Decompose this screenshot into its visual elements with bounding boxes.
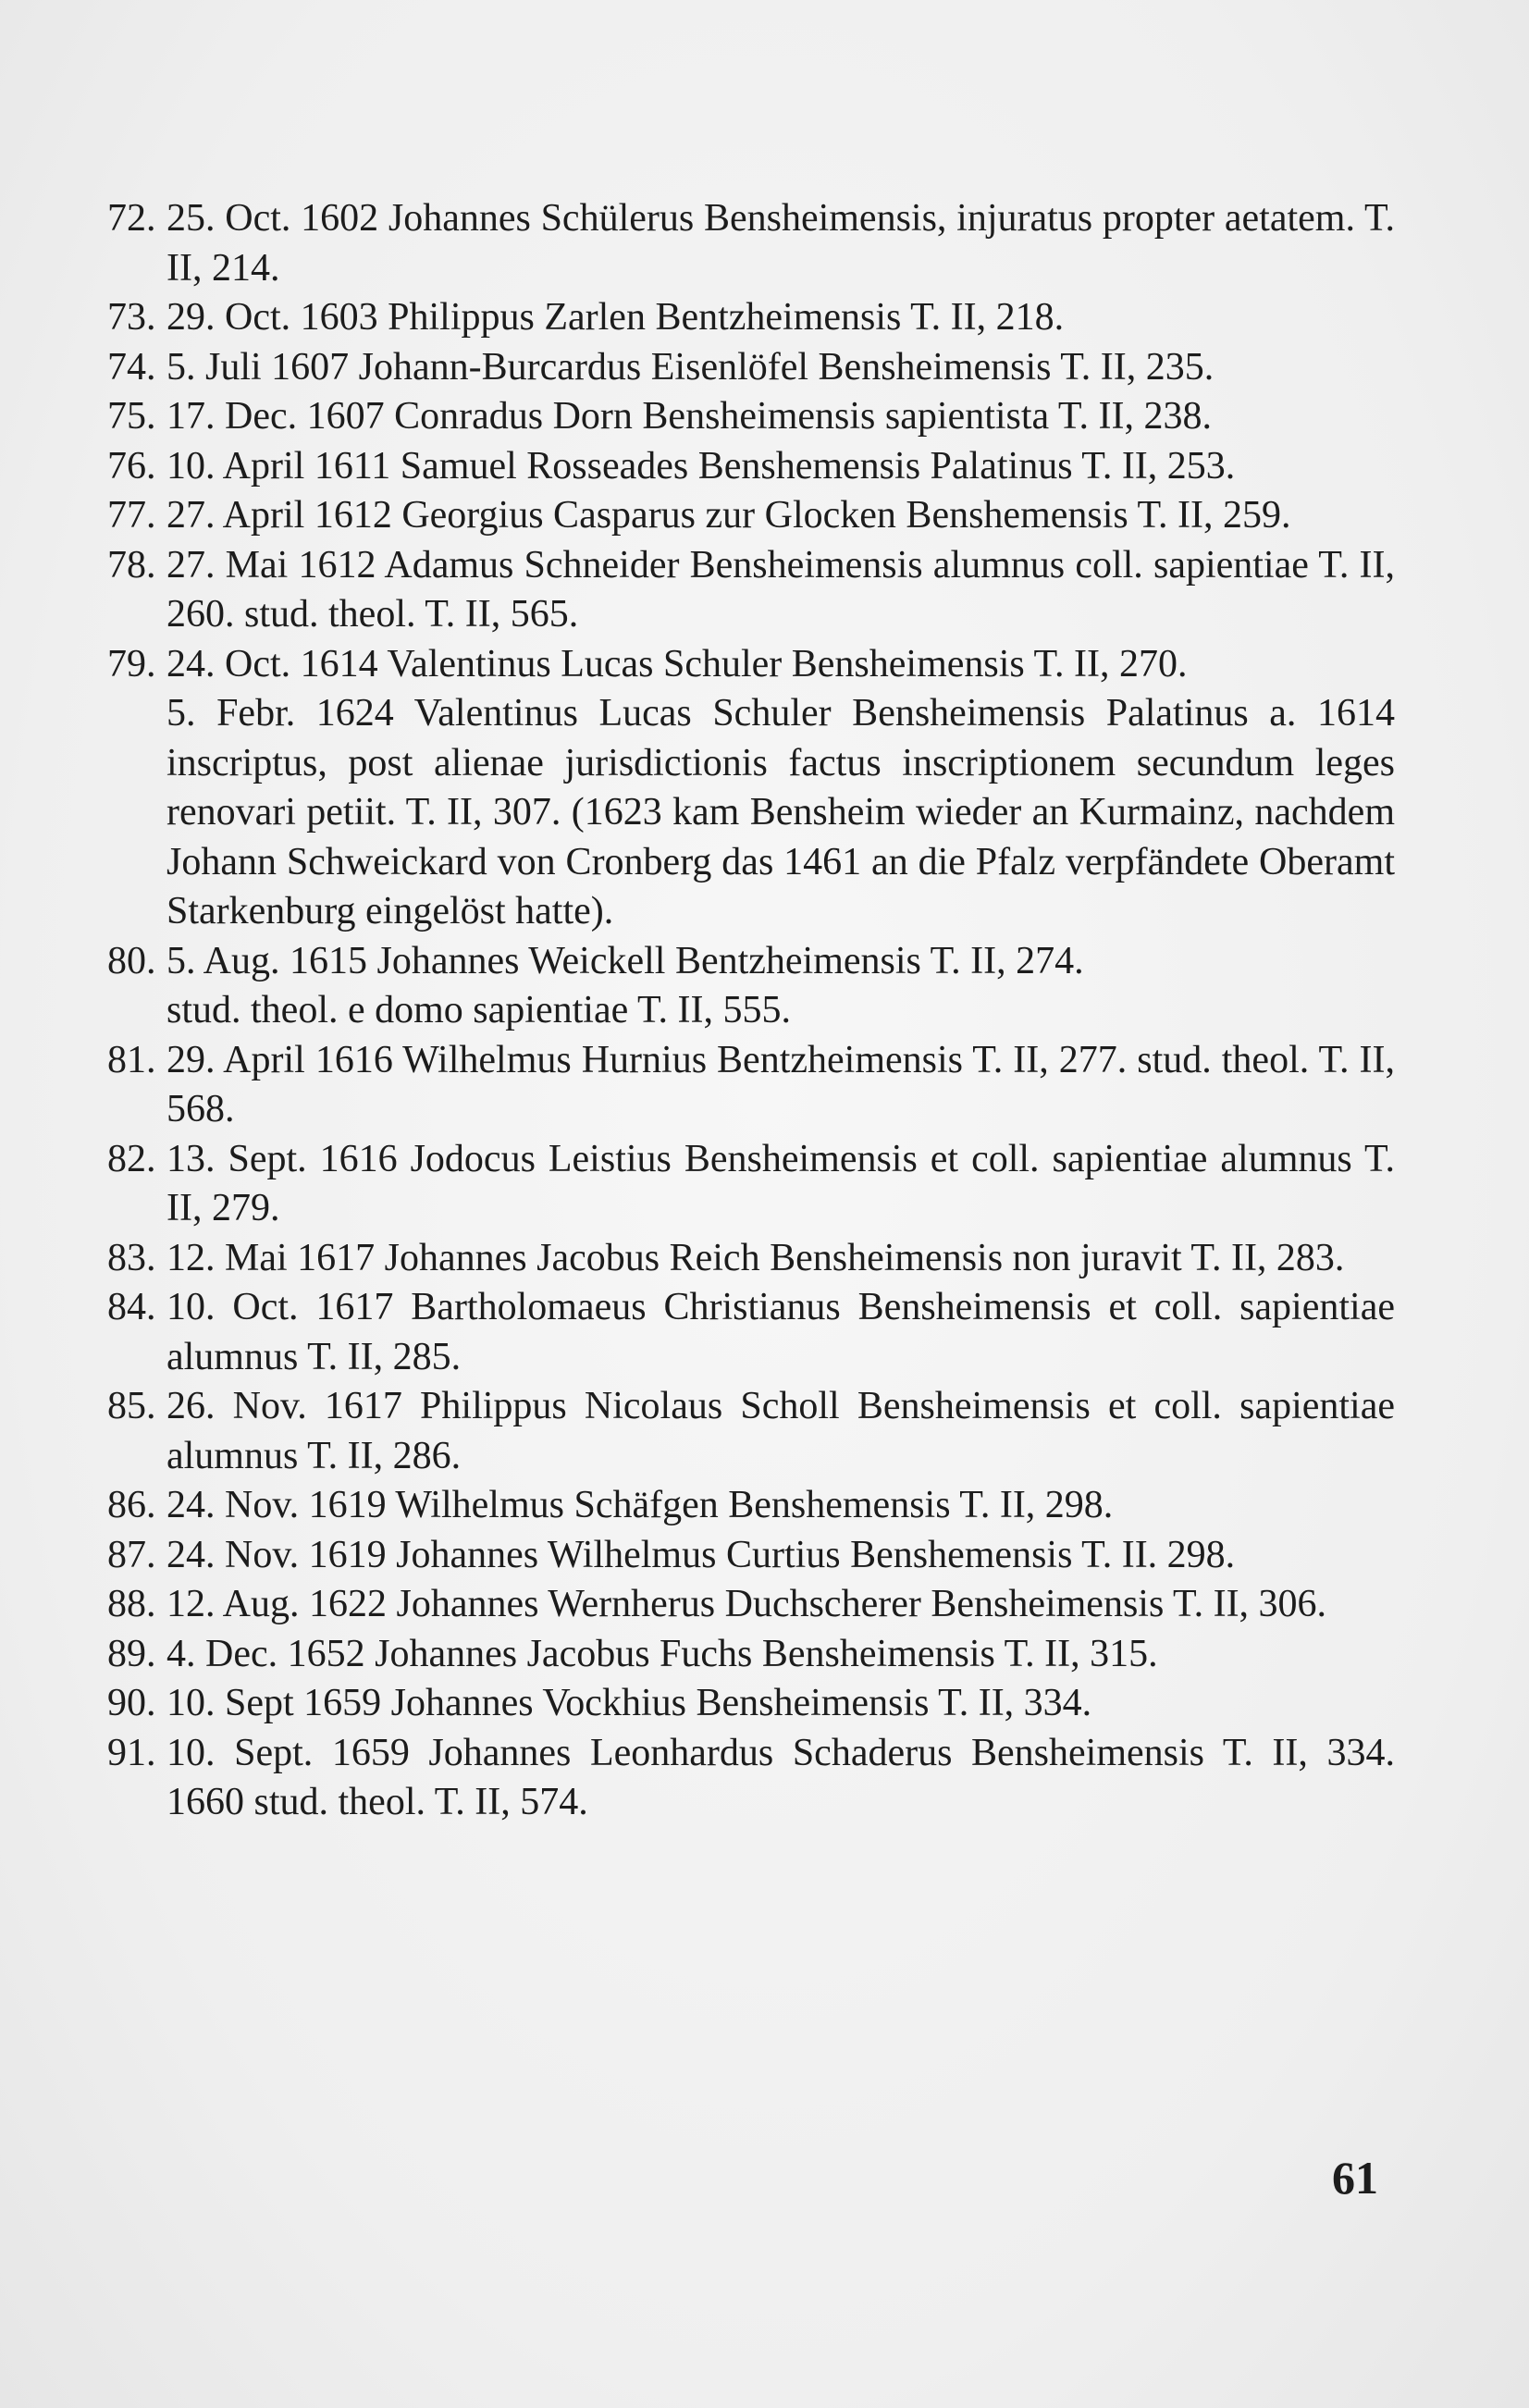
entry-number: 81. (107, 1038, 156, 1081)
entry-79-continuation (118, 689, 1395, 937)
entry-78 (107, 541, 1395, 640)
entry-number: 79. (107, 642, 156, 685)
entry-text: 12. Aug. 1622 Johannes Wernherus Duchscherer Bensheimensis T. II, 306. (166, 1583, 1327, 1625)
entry-text: 10. Sept. 1659 Johannes Leonhardus Schaderus Bensheimensis T. II, 334. 1660 stud. theol. T. II, 574. (166, 1731, 1395, 1823)
entry-number: 72. (107, 197, 156, 240)
entry-number: 84. (107, 1286, 156, 1328)
entry-number: 83. (107, 1236, 156, 1279)
entry-74 (107, 343, 1395, 393)
entry-91 (107, 1729, 1395, 1828)
entry-76 (107, 442, 1395, 492)
entry-87 (107, 1531, 1395, 1581)
entry-text: 29. April 1616 Wilhelmus Hurnius Bentzheimensis T. II, 277. stud. theol. T. II, 568. (166, 1038, 1395, 1130)
entry-number: 88. (107, 1583, 156, 1625)
entry-number: 90. (107, 1682, 156, 1724)
entry-number: 91. (107, 1731, 156, 1774)
entry-86 (107, 1481, 1395, 1531)
entry-number: 85. (107, 1385, 156, 1427)
entry-80-continuation (118, 986, 1395, 1036)
entry-number: 80. (107, 939, 156, 982)
entry-text: 5. Febr. 1624 Valentinus Lucas Schuler Bensheimensis Palatinus a. 1614 inscriptus, post alienae jurisdictionis factus inscriptionem secundum leges renovari petiit. T. II, 307. (1623 kam Bensheim wieder an Kurmainz, nachdem Johann Schweickard von Cronberg das 1461 an die Pfalz verpfändete Oberamt Starkenburg eingelöst hatte). (166, 692, 1395, 932)
entry-number: 86. (107, 1484, 156, 1526)
entry-text: 4. Dec. 1652 Johannes Jacobus Fuchs Bensheimensis T. II, 315. (166, 1632, 1158, 1675)
entry-text: 24. Nov. 1619 Johannes Wilhelmus Curtius Benshemensis T. II. 298. (166, 1533, 1236, 1576)
entry-text: 17. Dec. 1607 Conradus Dorn Bensheimensis sapientista T. II, 238. (166, 395, 1212, 438)
entry-90 (107, 1679, 1395, 1729)
entry-number: 87. (107, 1533, 156, 1576)
entry-list (107, 194, 1395, 1828)
entry-text: 24. Nov. 1619 Wilhelmus Schäfgen Benshemensis T. II, 298. (166, 1484, 1114, 1526)
entry-number: 78. (107, 543, 156, 587)
entry-88 (107, 1580, 1395, 1630)
entry-number: 74. (107, 345, 156, 389)
entry-text: stud. theol. e domo sapientiae T. II, 555. (166, 989, 791, 1031)
entry-text: 10. Oct. 1617 Bartholomaeus Christianus Bensheimensis et coll. sapientiae alumnus T. II, 285. (166, 1286, 1395, 1378)
entry-text: 13. Sept. 1616 Jodocus Leistius Bensheimensis et coll. sapientiae alumnus T. II, 279. (166, 1137, 1395, 1229)
entry-text: 27. April 1612 Georgius Casparus zur Glocken Benshemensis T. II, 259. (166, 494, 1291, 537)
entry-number: 76. (107, 444, 156, 488)
entry-text: 12. Mai 1617 Johannes Jacobus Reich Bensheimensis non juravit T. II, 283. (166, 1236, 1345, 1279)
entry-number: 75. (107, 395, 156, 438)
entry-73 (107, 293, 1395, 343)
entry-text: 10. April 1611 Samuel Rosseades Benshemensis Palatinus T. II, 253. (166, 444, 1236, 488)
entry-text: 5. Aug. 1615 Johannes Weickell Bentzheimensis T. II, 274. (166, 939, 1084, 982)
entry-number: 82. (107, 1137, 156, 1180)
entry-89 (107, 1630, 1395, 1680)
entry-75 (107, 392, 1395, 442)
entry-72 (107, 194, 1395, 293)
entry-text: 26. Nov. 1617 Philippus Nicolaus Scholl Bensheimensis et coll. sapientiae alumnus T. II, 286. (166, 1385, 1395, 1477)
entry-83 (107, 1234, 1395, 1284)
entry-text: 29. Oct. 1603 Philippus Zarlen Bentzheimensis T. II, 218. (166, 296, 1065, 339)
entry-text: 10. Sept 1659 Johannes Vockhius Bensheimensis T. II, 334. (166, 1682, 1092, 1724)
page-number: 61 (1332, 2152, 1378, 2204)
entry-text: 24. Oct. 1614 Valentinus Lucas Schuler Bensheimensis T. II, 270. (166, 642, 1188, 685)
entry-number: 77. (107, 494, 156, 537)
entry-number: 89. (107, 1632, 156, 1675)
entry-81 (107, 1036, 1395, 1135)
entry-text: 5. Juli 1607 Johann-Burcardus Eisenlöfel Bensheimensis T. II, 235. (166, 345, 1215, 389)
entry-79 (107, 640, 1395, 690)
entry-text: 27. Mai 1612 Adamus Schneider Bensheimensis alumnus coll. sapientiae T. II, 260. stud. theol. T. II, 565. (166, 543, 1395, 636)
entry-85 (107, 1382, 1395, 1481)
entry-82 (107, 1135, 1395, 1234)
entry-text: 25. Oct. 1602 Johannes Schülerus Bensheimensis, injuratus propter aetatem. T. II, 214. (166, 197, 1395, 290)
entry-number: 73. (107, 296, 156, 339)
entry-80 (107, 937, 1395, 987)
entry-77 (107, 491, 1395, 541)
entry-84 (107, 1283, 1395, 1382)
